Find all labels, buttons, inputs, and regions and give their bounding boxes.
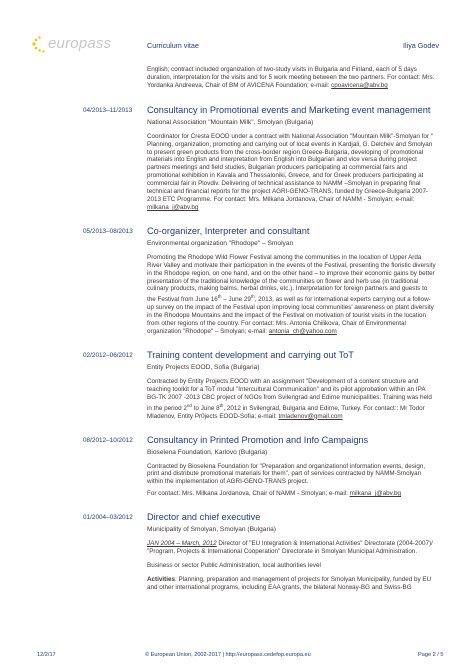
entry-period: JAN 2004 – March, 2012 Director of "EU Integration & International Activities" Directorate (2004-2007)/ "Program, Projects & International Cooperation" Directorate in Smolyan Municipal Administration. bbox=[147, 540, 433, 556]
entry-date: 04/2013–11/2013 bbox=[83, 106, 133, 114]
logo-wordmark: europass bbox=[48, 35, 112, 52]
activities-label: Activities bbox=[147, 575, 175, 583]
entry-sector: Business or sector Public Administration, local authorities level bbox=[147, 562, 321, 569]
entry-employer: Bioselena Foundation, Karlovo (Bulgaria) bbox=[147, 448, 268, 456]
entry-date: 01/2004–03/2012 bbox=[83, 514, 133, 522]
entry-date: 02/2012–06/2012 bbox=[83, 351, 133, 359]
page-footer bbox=[0, 652, 474, 664]
entry-title: Co-organizer, Interpreter and consultant bbox=[147, 225, 310, 236]
entry-employer: National Association "Mountain Milk", Smolyan (Bulgaria) bbox=[147, 118, 314, 126]
entry-title: Training content development and carrying out ToT bbox=[147, 349, 354, 360]
entry-contact: For contact: Mrs. Milkana Jordanova, Chair of NAMM - Smolyan; e-mail: milkana_j@abv.bg bbox=[147, 490, 402, 498]
experience-entry bbox=[0, 104, 474, 212]
entry-description: Contracted by Bioselena Foundation for "Preparation and organizationof information events, design, print and distribute promotional materials for them", part of services contracted by NAMM-Smolyan within the implementation of AGRI-GENO-TRANS project. bbox=[147, 462, 426, 486]
period-label: JAN 2004 – March, 2012 bbox=[147, 540, 217, 548]
intro-block bbox=[0, 66, 474, 90]
entry-employer: Municipality of Smolyan, Smolyan (Bulgaria) bbox=[147, 526, 276, 534]
entry-description: Contracted by Entity Projects EOOD with an assignment "Development of a content structure and teaching toolkit for a ToT modul "Intercultural Communication" and its pilot approbation within an IPA BG-TK 2007 -2013 CBC project of NGOs from Svilengrad and Edirne municipalities. Training was held in the period 2nd to June 8th, 2012 in Svilengrad, Bulgaria and Edirne, Turkey. For contact:: Mr Todor Mladenov, Entity Pr0jects EOOD-Sofia; e-mail: tmladenov@gmail.com bbox=[147, 377, 432, 420]
email-link[interactable]: milkana_j@abv.bg bbox=[147, 203, 199, 211]
experience-entry bbox=[0, 511, 474, 592]
experience-entry bbox=[0, 349, 474, 421]
cv-owner-name: Iliya Godev bbox=[403, 41, 439, 50]
entry-description: Coordinator for Cresta EOOD under a contract with National Association "Mountain Milk"-Smolyan for " Planning, organization, promoting and carrying out of local events in Kardjali, G. Delchev and Smolyan to present green products from the cross-border region Greece-Bulgaria, developing of promotional materials into English and interpretation from English into Bulgarian and vice versa during project partners meetings and field studies, Bulgarian producers participating at commercial fairs and promotional exhibition in Kavala and Thessaloniki, Greece, and for Greek producers participating at commercial fair in Plovdiv. Delivering of technical assistance to NAMM –Smolyan in preparing final technical and financial reports for the project AGRI-GENO-TRANS, funded by Greece-Bulgaria 2007-2013 ETC Programme. For contact: Mrs. Milkana Jordanova, Chair of NAMM - Smolyan; e-mail: milkana_j@abv.bg bbox=[147, 132, 433, 211]
email-link[interactable]: antonia_ch@yahoo.com bbox=[268, 328, 337, 336]
document-title: Curriculum vitae bbox=[147, 41, 199, 50]
entry-date: 05/2013–08/2013 bbox=[83, 227, 133, 235]
europass-logo bbox=[30, 34, 126, 54]
entry-date: 08/2012–10/2012 bbox=[83, 436, 133, 444]
email-link[interactable]: cpoavicena@abv.bg bbox=[331, 81, 388, 89]
entry-title: Consultancy in Promotional events and Marketing event management bbox=[147, 104, 431, 115]
cv-content bbox=[0, 66, 474, 592]
entry-employer: Entity Projects EOOD, Sofia (Bulgaria) bbox=[147, 363, 260, 371]
page-header bbox=[0, 0, 474, 62]
email-link[interactable]: tmladenov@gmail.com bbox=[278, 412, 343, 420]
intro-text: English; contract included organization of two-study visits in Bulgaria and Finland, each of 5 days duration, interpretation for the visits and for 5 work meeting between the two partners. For contact: Mrs. Yordanka Andreeva, Chair of BM of AVICENA Foundation; e-mail: cpoavicena@abv.bg bbox=[147, 66, 435, 89]
page-number: Page 2 / 5 bbox=[418, 652, 444, 658]
experience-entry bbox=[0, 225, 474, 336]
entry-employer: Environmental organization "Rhodope" – Smolyan bbox=[147, 239, 294, 247]
experience-entry bbox=[0, 434, 474, 499]
entry-activities: Activities: Planning, preparation and management of projects for Smolyan Municipality, funded by EU and other international programs, including EAA grants, the bilateral Norway-BG and Swiss-BG bbox=[147, 575, 432, 591]
entry-description: Promoting the Rhodope Wild Flower Festival among the communities in the location of Upper Arda River Valley and motivate their participation in the events of the Festival, presenting the floristic diversity in the Rhodope region, on one hand, and on the other hand – to improve their economic gains by better presentation of the traditional knowledge of the communities on flower and herb use (in traditional culinary products, making balms, herbal drinks, etc.). Interpretation for foreign partners and guests to the Festival from June 16th – June 29th, 2013, as well as for international experts carrying out a follow-up survey on the impact of the Festival upon improving local communities' awareness on plant diversity in the Rhodope Mountains and the impact of the Festival on motivation of tourist visits in the location from other regions of the country. For contact: Mrs. Antonia Chilikova, Chair of Environmental organization "Rhodope" – Smolyan; e-mail: antonia_ch@yahoo.com bbox=[147, 253, 436, 336]
footer-copyright: © European Union, 2002-2017 | http://europass.cedefop.europa.eu bbox=[145, 652, 311, 658]
footer-date: 12/2/17 bbox=[37, 652, 56, 658]
email-link[interactable]: milkana_j@abv.bg bbox=[349, 490, 402, 498]
entry-title: Director and chief executive bbox=[147, 512, 261, 523]
entry-title: Consultancy in Printed Promotion and Info Campaigns bbox=[147, 434, 369, 445]
